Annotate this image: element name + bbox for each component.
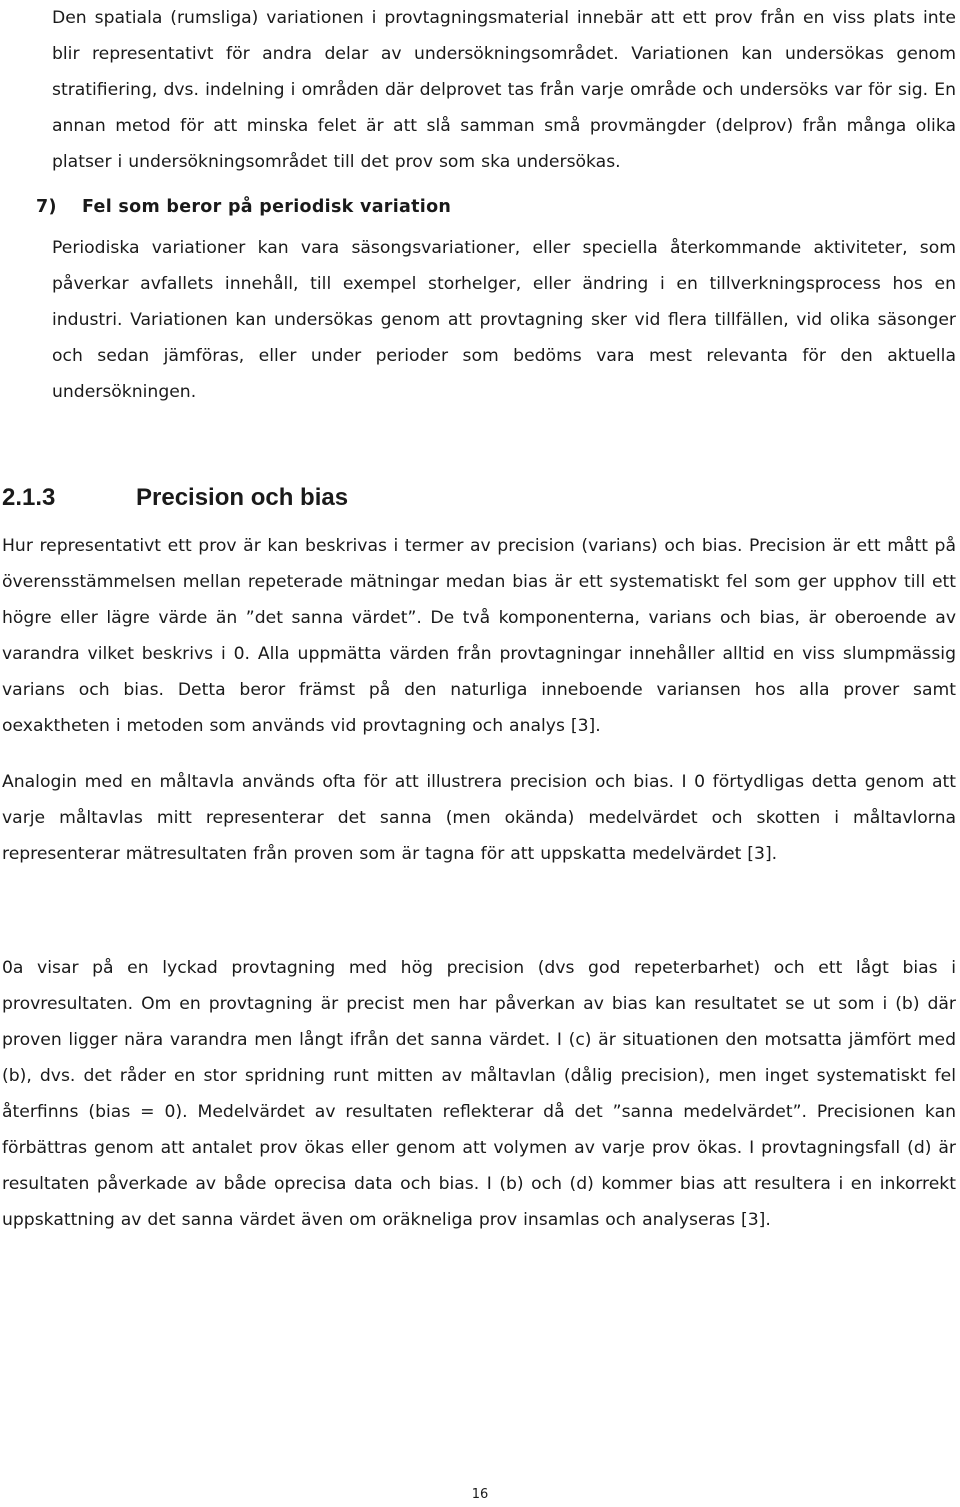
paragraph-periodic-variation: Periodiska variationer kan vara säsongsvariationer, eller speciella återkommande aktiviteter, som påverkar avfallets innehåll, till exempel storhelger, eller ändring i en tillverkningsprocess hos en industri. Variationen kan undersökas genom att provtagning sker vid flera tillfällen, vid olika säsonger och sedan jämföras, eller under perioder som bedöms vara mest relevanta för den aktuella undersökningen. — [52, 238, 956, 402]
section-heading — [2, 484, 348, 512]
paragraph-target-cases: 0a visar på en lyckad provtagning med hög precision (dvs god repeterbarhet) och ett lågt bias i provresultaten. Om en provtagning är precist men har påverkan av bias kan resultatet se ut som i (b) där proven ligger nära varandra men långt ifrån det sanna värdet. I (c) är situationen den motsatta jämfört med (b), dvs. det råder en stor spridning runt mitten av måltavlan (dålig precision), men inget systematiskt fel återfinns (bias = 0). Medelvärdet av resultaten reflekterar då det ”sanna medelvärdet”. Precisionen kan förbättras genom att antalet prov ökas eller genom att volymen av varje prov ökas. I provtagningsfall (d) är resultaten påverkade av både oprecisa data och bias. I (b) och (d) kommer bias att resultera i en inkorrekt uppskattning av det sanna värdet även om oräkneliga prov insamlas och analyseras [3]. — [2, 958, 956, 1230]
section-number: 2.1.3 — [2, 484, 56, 511]
subheading-number: 7) — [36, 197, 57, 217]
page-number: 16 — [471, 1487, 489, 1502]
section-title: Precision och bias — [136, 484, 349, 511]
subheading-text: Fel som beror på periodisk variation — [82, 197, 452, 217]
paragraph-spatial-variation: Den spatiala (rumsliga) variationen i provtagningsmaterial innebär att ett prov från en viss plats inte blir representativt för andra delar av undersökningsområdet. Variationen kan undersökas genom stratifiering, dvs. indelning i områden där delprovet tas från varje område och undersöks var för sig. En annan metod för att minska felet är att slå samman små provmängder (delprov) från många olika platser i undersökningsområdet till det prov som ska undersökas. — [52, 8, 956, 172]
paragraph-precision-bias: Hur representativt ett prov är kan beskrivas i termer av precision (varians) och bias. Precision är ett mått på överensstämmelsen mellan repeterade mätningar medan bias är ett systematiskt fel som ger upphov till ett högre eller lägre värde än ”det sanna värdet”. De två komponenterna, varians och bias, är oberoende av varandra vilket beskrivs i 0. Alla uppmätta värden från provtagningar innehåller alltid en viss slumpmässig varians och bias. Detta beror främst på den naturliga inneboende variansen hos alla prover samt oexaktheten i metoden som används vid provtagning och analys [3]. — [2, 536, 956, 736]
subheading-periodic-variation — [36, 197, 451, 217]
paragraph-target-analogy: Analogin med en måltavla används ofta för att illustrera precision och bias. I 0 förtydligas detta genom att varje måltavlas mitt representerar det sanna (men okända) medelvärdet och skotten i måltavlorna representerar mätresultaten från proven som är tagna för att uppskatta medelvärdet [3]. — [2, 772, 956, 864]
